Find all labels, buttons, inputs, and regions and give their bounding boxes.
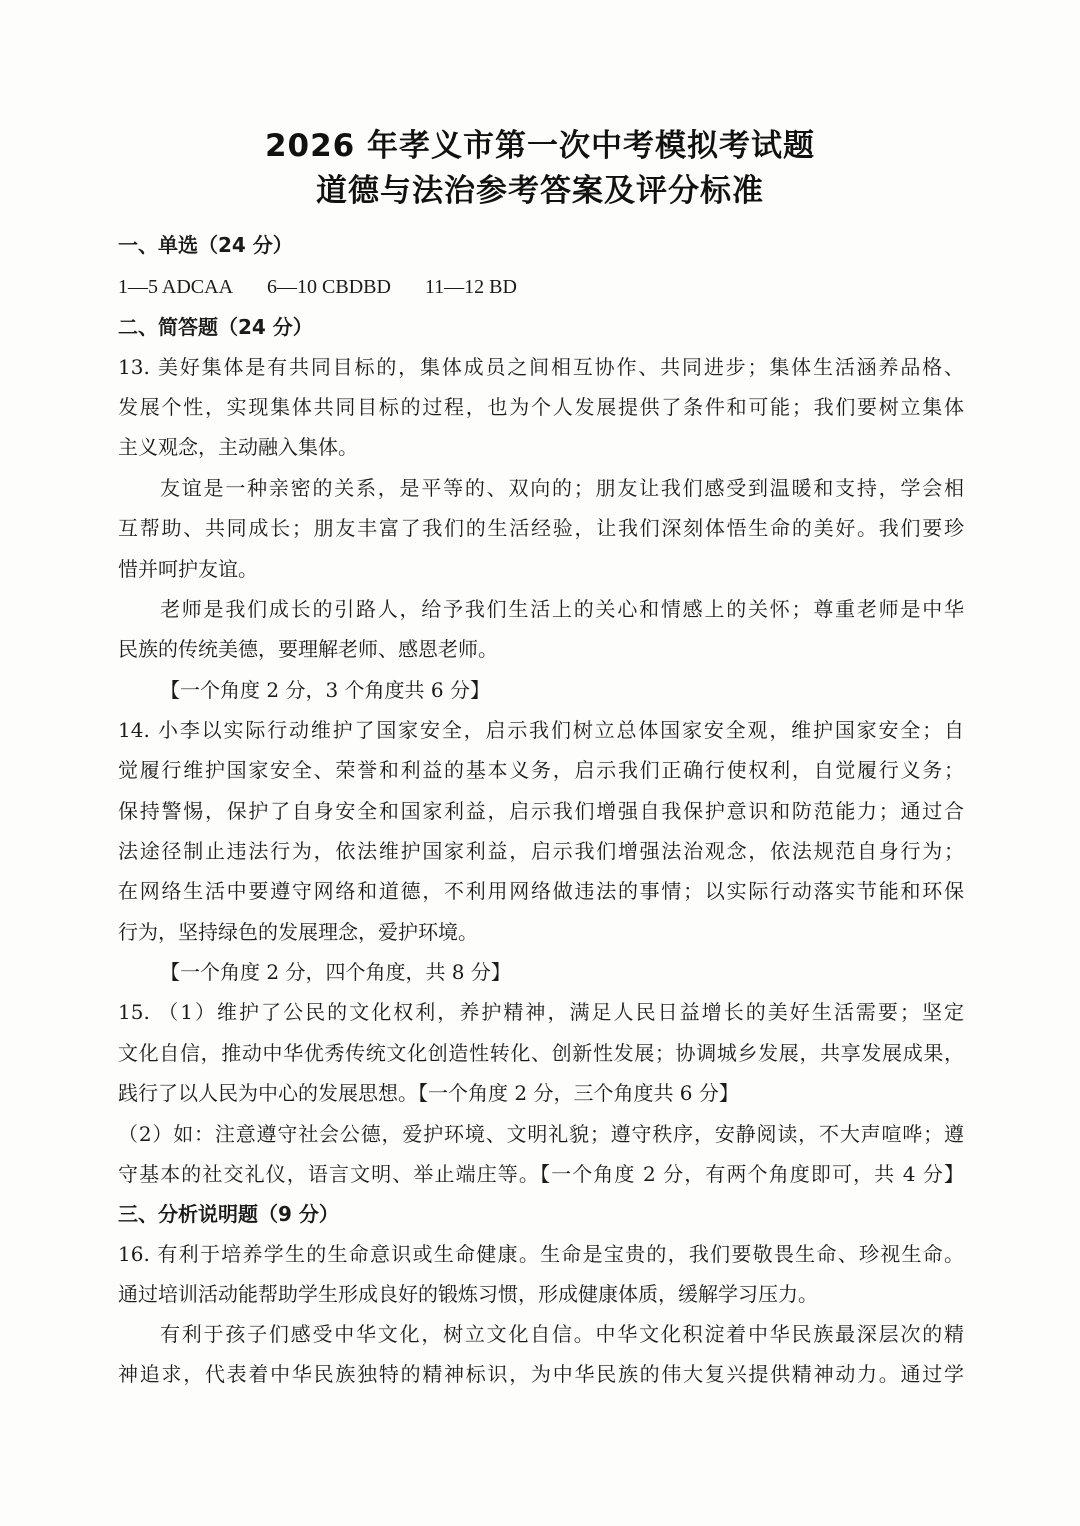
answer-group: 6—10 CBDBD [267, 276, 391, 298]
answer-line: 16. 有利于培养学生的生命意识或生命健康。生命是宝贵的，我们要敬畏生命、珍视生命。 [118, 1242, 964, 1266]
answer-line: 互帮助、共同成长；朋友丰富了我们的生活经验，让我们深刻体悟生命的美好。我们要珍 [118, 516, 964, 540]
answer-line: 14. 小李以实际行动维护了国家安全，启示我们树立总体国家安全观，维护国家安全；自 [118, 718, 964, 742]
answer-line: 神追求，代表着中华民族独特的精神标识，为中华民族的伟大复兴提供精神动力。通过学 [118, 1362, 964, 1386]
answer-line: 13. 美好集体是有共同目标的，集体成员之间相互协作、共同进步；集体生活涵养品格、 [118, 355, 964, 379]
answer-line: 践行了以人民为中心的发展思想。【一个角度 2 分，三个角度共 6 分】 [118, 1081, 739, 1105]
document-subtitle: 道德与法治参考答案及评分标准 [316, 173, 764, 209]
answer-line: 惜并呵护友谊。 [118, 557, 258, 581]
answer-line: 在网络生活中要遵守网络和道德，不利用网络做违法的事情；以实际行动落实节能和环保 [118, 879, 964, 903]
answer-line: 发展个性，实现集体共同目标的过程，也为个人发展提供了条件和可能；我们要树立集体 [118, 395, 964, 419]
section-heading-analysis: 三、分析说明题（9 分） [118, 1202, 339, 1226]
answer-line: 老师是我们成长的引路人，给予我们生活上的关心和情感上的关怀；尊重老师是中华 [160, 597, 964, 621]
answer-line: 15. （1）维护了公民的文化权利，养护精神，满足人民日益增长的美好生活需要；坚定 [118, 1000, 964, 1024]
answer-line: 保持警惕，保护了自身安全和国家利益，启示我们增强自我保护意识和防范能力；通过合 [118, 799, 964, 823]
answer-line: 友谊是一种亲密的关系，是平等的、双向的；朋友让我们感受到温暖和支持，学会相 [160, 476, 964, 500]
answer-line: 有利于孩子们感受中华文化，树立文化自信。中华文化积淀着中华民族最深层次的精 [160, 1322, 964, 1346]
answer-line: 守基本的社交礼仪，语言文明、举止端庄等。【一个角度 2 分，有两个角度即可，共 4 分】 [118, 1162, 964, 1186]
section-heading-short-answer: 二、简答题（24 分） [118, 315, 313, 339]
document-title: 2026 年孝义市第一次中考模拟考试题 [264, 128, 816, 164]
answer-line: 民族的传统美德，要理解老师、感恩老师。 [118, 637, 498, 661]
answer-line: （2）如：注意遵守社会公德，爱护环境、文明礼貌；遵守秩序，安静阅读，不大声喧哗；遵 [118, 1122, 964, 1146]
answer-line: 通过培训活动能帮助学生形成良好的锻炼习惯，形成健康体质，缓解学习压力。 [118, 1282, 818, 1306]
answer-line: 主义观念，主动融入集体。 [118, 435, 358, 459]
answer-line: 觉履行维护国家安全、荣誉和利益的基本义务，启示我们正确行使权利，自觉履行义务； [118, 758, 964, 782]
scoring-note: 【一个角度 2 分，四个角度，共 8 分】 [160, 960, 511, 984]
answer-key-row [118, 274, 964, 299]
scoring-note: 【一个角度 2 分，3 个角度共 6 分】 [160, 678, 490, 702]
answer-line: 法途径制止违法行为，依法维护国家利益，启示我们增强法治观念，依法规范自身行为； [118, 839, 964, 863]
answer-line: 文化自信，推动中华优秀传统文化创造性转化、创新性发展；协调城乡发展，共享发展成果， [118, 1041, 964, 1065]
answer-group: 1—5 ADCAA [118, 276, 234, 298]
answer-group: 11—12 BD [424, 276, 517, 298]
answer-line: 行为，坚持绿色的发展理念，爱护环境。 [118, 920, 478, 944]
section-heading-single-choice: 一、单选（24 分） [118, 233, 293, 257]
